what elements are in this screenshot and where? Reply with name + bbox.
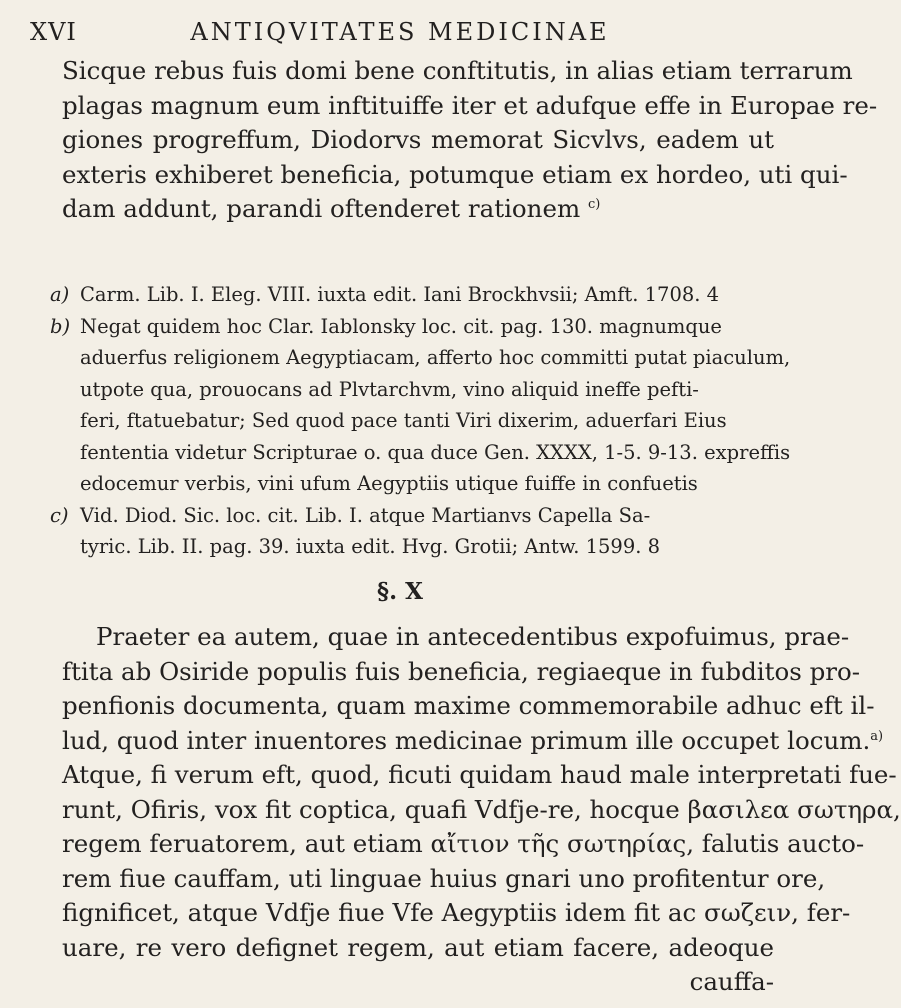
- footnote-line: fententia videtur Scripturae o. qua duce Gen. XXXX, 1-5. 9-13. expreffis: [80, 440, 791, 464]
- text-line: lud, quod inter inuentores medicinae primum ille occupet locum.$^{a)}$: [62, 725, 884, 755]
- catchword: cauffa-: [689, 967, 774, 996]
- footnote-ref: c): [587, 196, 601, 212]
- text-line: Atque, fi verum eft, quod, ficuti quidam haud male interpretati fue-: [62, 760, 897, 789]
- footnote-label: a): [50, 283, 70, 306]
- footnote-line: edocemur verbis, vini ufum Aegyptiis utique fuiffe in confuetis: [80, 472, 698, 495]
- paragraph-1: [62, 54, 878, 227]
- text-line: runt, Ofiris, vox fit coptica, quafi Vdfje-re, hocque βασιλεα σωτηρα,: [62, 794, 901, 824]
- footnote-line: b) Negat quidem hoc Clar. Iablonsky loc. cit. pag. 130. magnumque: [50, 311, 772, 343]
- text-line: regem feruatorem, aut etiam αἴτιον τῆς σωτηρίας, falutis aucto-: [62, 829, 865, 858]
- text-line: giones progreffum, Diodorvs memorat Sicvlvs, eadem ut: [62, 125, 774, 154]
- footnote-line: a) Carm. Lib. I. Eleg. VIII. iuxta edit. Iani Brockhvsii; Amft. 1708. 4: [50, 279, 772, 311]
- text-line: Praeter ea autem, quae in antecedentibus expofuimus, prae-: [96, 622, 850, 651]
- footnote-line: aduerfus religionem Aegyptiacam, afferto hoc committi putat piaculum,: [80, 346, 791, 369]
- page-header: [30, 16, 770, 52]
- running-title: ANTIQVITATES MEDICINAE: [190, 18, 610, 46]
- text-line: exteris exhiberet beneficia, potumque etiam ex hordeo, uti qui-: [62, 159, 848, 189]
- paragraph-2: [62, 620, 901, 1000]
- section-heading: §. X: [377, 578, 423, 605]
- footnote-line: tyric. Lib. II. pag. 39. iuxta edit. Hvg. Grotii; Antw. 1599. 8: [80, 535, 661, 558]
- text-line-last: dam addunt, parandi oftenderet rationem $^{c)}$: [62, 194, 601, 223]
- footnote-line: utpote qua, prouocans ad Plvtarchvm, vino aliquid ineffe pefti-: [80, 377, 699, 401]
- text-line: fignificet, atque Vdfje fiue Vfe Aegyptiis idem fit ac σωζειν, fer-: [62, 898, 851, 927]
- text-line: ftita ab Osiride populis fuis beneficia, regiaeque in fubditos pro-: [62, 656, 861, 686]
- footnote-label: b): [50, 314, 71, 338]
- footnote-label: c): [50, 503, 69, 527]
- footnote-ref: a): [870, 728, 884, 744]
- footnote-line: c) Vid. Diod. Sic. loc. cit. Lib. I. atque Martianvs Capella Sa-: [50, 500, 772, 532]
- text-line: uare, re vero defignet regem, aut etiam facere, adeoque: [62, 932, 774, 962]
- text-line: Sicque rebus fuis domi bene conftitutis, in alias etiam terrarum: [62, 56, 853, 85]
- text-line: penfionis documenta, quam maxime commemorabile adhuc eft il-: [62, 691, 875, 720]
- page-number: XVI: [30, 18, 77, 46]
- text-line: rem fiue cauffam, uti linguae huius gnari uno profitentur ore,: [62, 863, 826, 893]
- footnote-line: feri, ftatuebatur; Sed quod pace tanti Viri dixerim, aduerfari Eius: [80, 409, 727, 432]
- text-line: plagas magnum eum inftituiffe iter et adufque effe in Europae re-: [62, 90, 878, 120]
- footnotes: [50, 279, 791, 563]
